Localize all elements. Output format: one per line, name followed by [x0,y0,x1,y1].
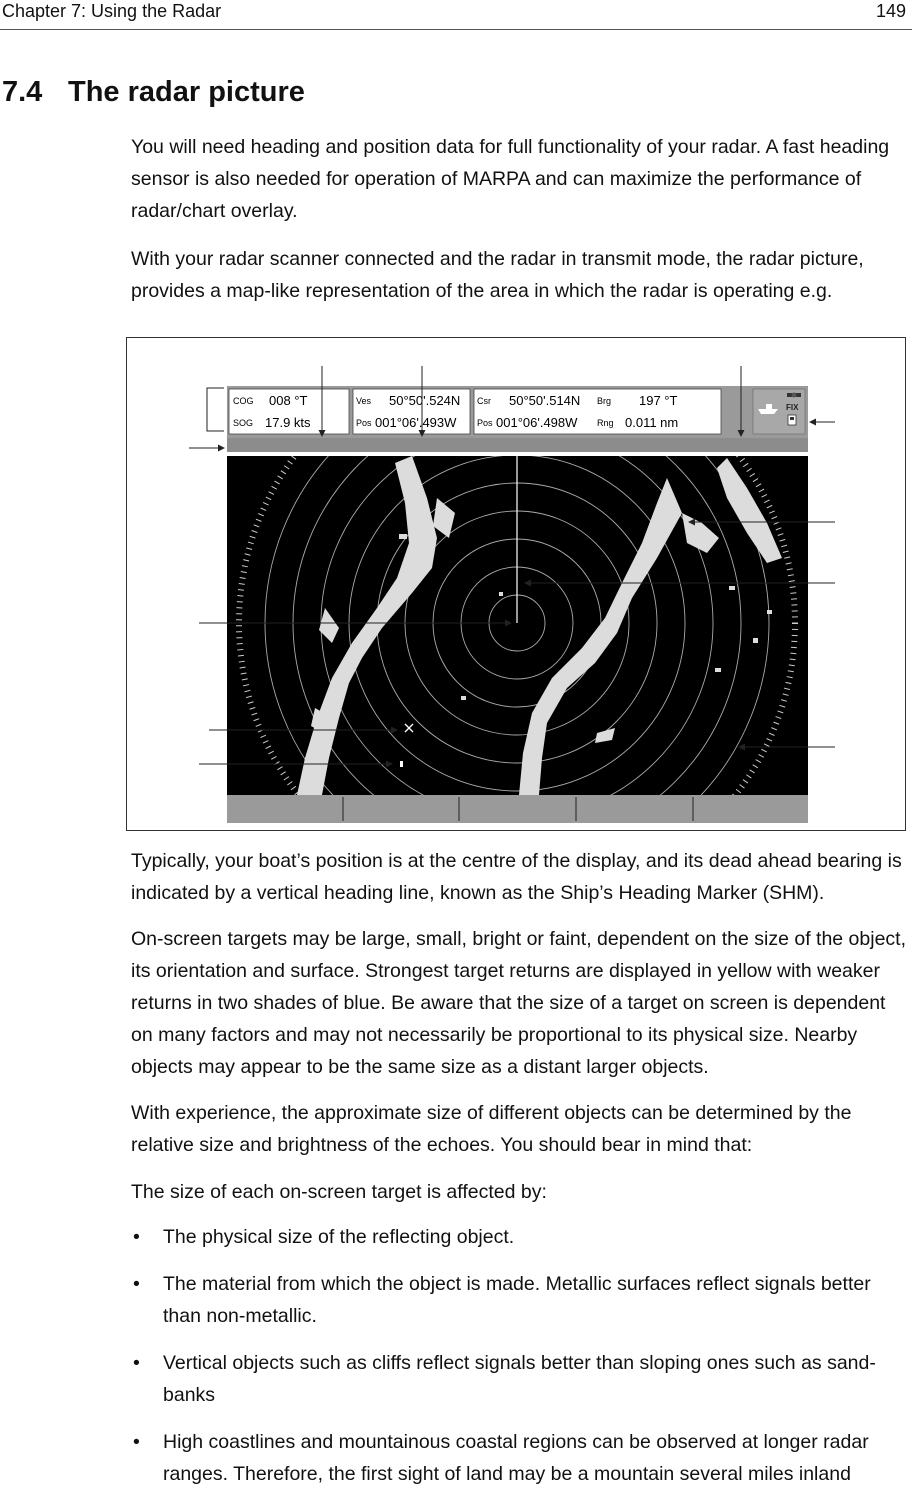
softkey-bar [227,795,808,823]
list-item [131,1268,909,1332]
paragraph-heading-data: You will need heading and position data for full functionality of your radar. A fast heading sensor is also needed for operation of MARPA and can maximize the performance of radar/chart overlay. [131,136,890,222]
radar-illustration [127,338,905,830]
paragraph-target-size: The size of each on-screen target is affected by: [131,1181,547,1203]
fix-label: FIX [786,403,799,412]
csr-label: Csr [477,396,491,406]
rng-value: 0.011 nm [625,415,679,430]
radar-figure [126,337,906,831]
csr-value: 50°50'.514N [509,393,581,408]
cog-label: COG [233,396,254,406]
satellite-icon [787,393,801,398]
chapter-title: Chapter 7: Using the Radar [2,1,222,21]
list-item-text: High coastlines and mountainous coastal regions can be observed at longer radar ranges. Therefore, the first sight of land may be a mountain several miles inland [163,1431,869,1485]
sog-label: SOG [233,418,254,428]
sog-value: 17.9 kts [265,415,311,430]
bullet-icon: • [133,1352,140,1374]
cog-value: 008 °T [269,393,308,408]
page-number: 149 [875,1,906,21]
csr-pos-label: Pos [477,418,493,428]
ves-value: 50°50'.524N [389,393,461,408]
rng-label: Rng [597,418,614,428]
ves-label: Ves [356,396,372,406]
bullet-icon: • [133,1226,140,1248]
paragraph-ship-heading-marker: Typically, your boat’s position is at the centre of the display, and its dead ahead bearing is indicated by a vertical heading line, known as the Ship’s Heading Marker (SHM). [131,850,902,904]
list-item [131,1426,909,1490]
waypoint-target [400,761,403,767]
paragraph-radar-transmit: With your radar scanner connected and the radar in transmit mode, the radar picture, provides a map-like representation of the area in which the radar is operating e.g. [131,248,864,302]
pos-value: 001°06'.493W [375,415,457,430]
paragraph-target-appearance: On-screen targets may be large, small, bright or faint, dependent on the size of the object, its orientation and surface. Strongest target returns are displayed in yellow with weaker returns in two shades of blue. Be aware that the size of a target on screen is dependent on many factors and may not necessarily be proportional to its physical size. Nearby objects may appear to be the same size as a distant larger objects. [131,928,907,1078]
paragraph-experience: With experience, the approximate size of different objects can be determined by the relative size and brightness of the echoes. You should bear in mind that: [131,1102,852,1156]
pos-label: Pos [356,418,372,428]
gps-fix-icon [788,415,796,425]
brg-value: 197 °T [639,393,678,408]
section-number: 7.4 [2,76,43,108]
list-item [131,1221,909,1253]
target-size-factors-list [131,1221,909,1505]
bullet-icon: • [133,1431,140,1453]
list-item-text: Vertical objects such as cliffs reflect signals better than sloping ones such as sand-banks [163,1352,876,1406]
csr-pos-value: 001°06'.498W [496,415,578,430]
header-divider [0,29,912,30]
list-item-text: The physical size of the reflecting object. [163,1226,515,1248]
status-strip [227,438,808,452]
section-title: The radar picture [68,76,305,108]
section-heading [2,76,305,109]
page-header [0,0,912,30]
bullet-icon: • [133,1273,140,1295]
brg-label: Brg [597,396,612,406]
list-item-text: The material from which the object is made. Metallic surfaces reflect signals better than non-metallic. [163,1273,871,1327]
list-item [131,1347,909,1411]
